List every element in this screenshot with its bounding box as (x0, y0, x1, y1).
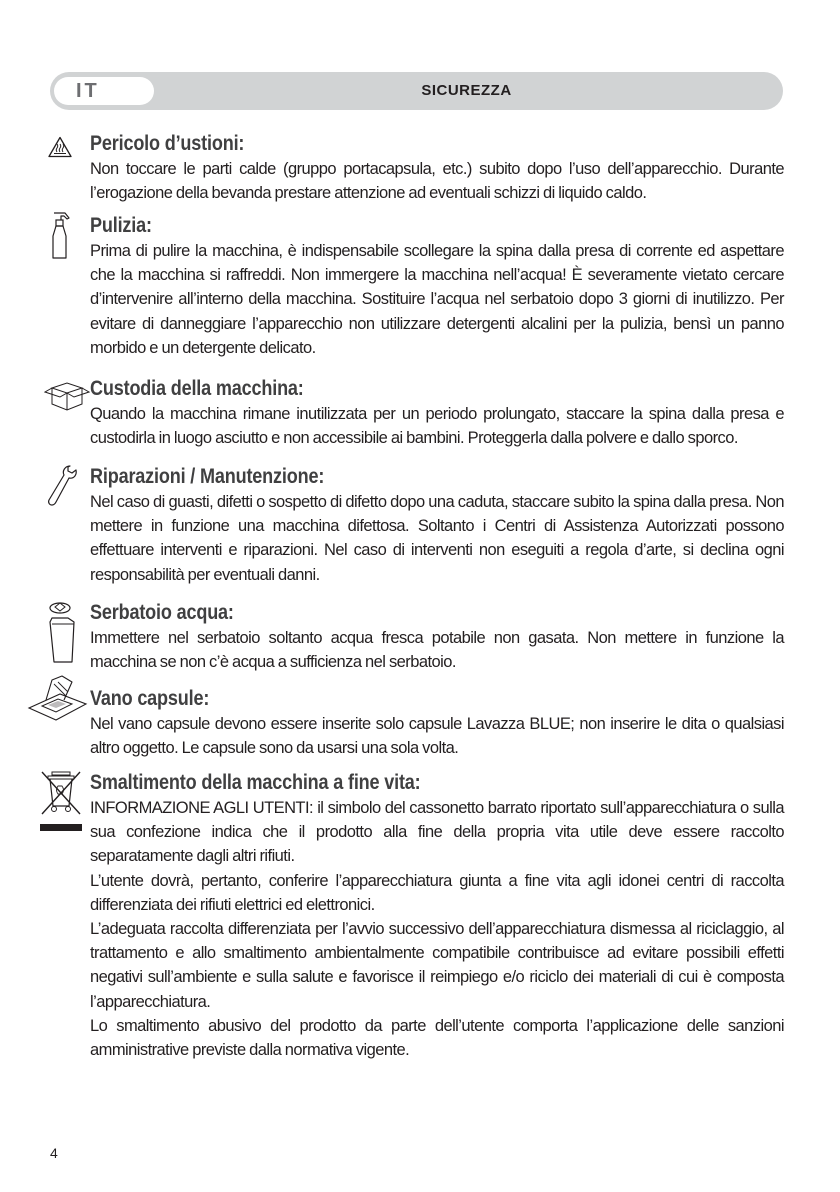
paragraph: INFORMAZIONE AGLI UTENTI: il simbolo del cassonetto barrato riportato sull’apparecchiatura o sulla sua confezione indica che il prodotto alla fine della propria vita utile deve essere raccolto separatamente dagli altri rifiuti. (90, 799, 784, 866)
section-burn-hazard (90, 131, 784, 205)
section-body (90, 239, 784, 360)
paragraph: L’utente dovrà, pertanto, conferire l’apparecchiatura giunta a fine vita agli idonei centri di raccolta differenziata dei rifiuti elettrici ed elettronici. (90, 871, 784, 914)
wrench-icon (46, 464, 78, 508)
section-title: Pulizia: (90, 214, 152, 237)
section-title: Riparazioni / Manutenzione: (90, 465, 325, 488)
crossed-out-bin-icon (38, 768, 84, 832)
capsule-compartment-icon (26, 674, 88, 722)
paragraph: Immettere nel serbatoio soltanto acqua fresca potabile non gasata. Non mettere in funzione la macchina se non c’è acqua a sufficienza nel serbatoio. (90, 629, 784, 672)
storage-box-icon (44, 380, 90, 412)
paragraph: Prima di pulire la macchina, è indispensabile scollegare la spina dalla presa di corrente ed aspettare che la macchina si raffreddi. Non immergere la macchina nell’acqua! È severamente vietato cercare d’intervenire all’interno della macchina. Sostituire l’acqua nel serbatoio dopo 3 giorni di inutilizzo. Per evitare di danneggiare l’apparecchio non utilizzare detergenti alcalini per la pulizia, bensì un panno morbido e un detergente delicato. (90, 242, 784, 357)
hot-surface-warning-icon (48, 136, 72, 158)
paragraph: L’adeguata raccolta differenziata per l’avvio successivo dell’apparecchiatura dismessa al riciclaggio, al trattamento e allo smaltimento ambientalmente compatibile contribuisce ad evitare possibili effetti negativi sull’ambiente e sulla salute e favorisce il reimpiego e/o riciclo dei materiali di cui è composta l’apparecchiatura. (90, 920, 784, 1011)
page-title: SICUREZZA (421, 82, 512, 99)
section-disposal (90, 770, 784, 1062)
language-badge: IT (54, 77, 154, 105)
section-title: Pericolo d’ustioni: (90, 132, 245, 155)
paragraph: Nel vano capsule devono essere inserite solo capsule Lavazza BLUE; non inserire le dita o qualsiasi altro oggetto. Le capsule sono da usarsi una sola volta. (90, 715, 784, 758)
paragraph: Nel caso di guasti, difetti o sospetto di difetto dopo una caduta, staccare subito la spina dalla presa. Non mettere in funzione una macchina difettosa. Soltanto i Centri di Assistenza Autorizzati possono effettuare interventi e riparazioni. Nel caso di interventi non eseguiti a regola d’arte, si declina ogni responsabilità per eventuali danni. (90, 493, 784, 584)
section-water-tank (90, 600, 784, 674)
section-title: Custodia della macchina: (90, 377, 304, 400)
paragraph: Quando la macchina rimane inutilizzata per un periodo prolungato, staccare la spina dalla presa e custodirla in luogo asciutto e non accessibile ai bambini. Proteggerla dalla polvere e dallo sporco. (90, 405, 784, 448)
section-cleaning (90, 213, 784, 360)
section-title: Vano capsule: (90, 687, 210, 710)
section-body (90, 157, 784, 205)
section-repairs (90, 464, 784, 587)
paragraph: Non toccare le parti calde (gruppo portacapsula, etc.) subito dopo l’uso dell’apparecchio. Durante l’erogazione della bevanda prestare attenzione ad eventuali schizzi di liquido caldo. (90, 160, 784, 203)
section-body (90, 402, 784, 450)
section-title: Smaltimento della macchina a fine vita: (90, 771, 421, 794)
paragraph: Lo smaltimento abusivo del prodotto da parte dell’utente comporta l’applicazione delle sanzioni amministrative previste dalla normativa vigente. (90, 1016, 784, 1060)
section-body (90, 796, 784, 1062)
page-number: 4 (50, 1145, 58, 1161)
spray-bottle-icon (48, 210, 72, 262)
section-title: Serbatoio acqua: (90, 601, 234, 624)
section-body (90, 712, 784, 760)
section-body (90, 626, 784, 674)
section-body (90, 490, 784, 587)
water-tank-icon (46, 600, 78, 666)
section-storage (90, 376, 784, 450)
section-capsule-compartment (90, 686, 784, 760)
section-header-bar (50, 72, 783, 110)
